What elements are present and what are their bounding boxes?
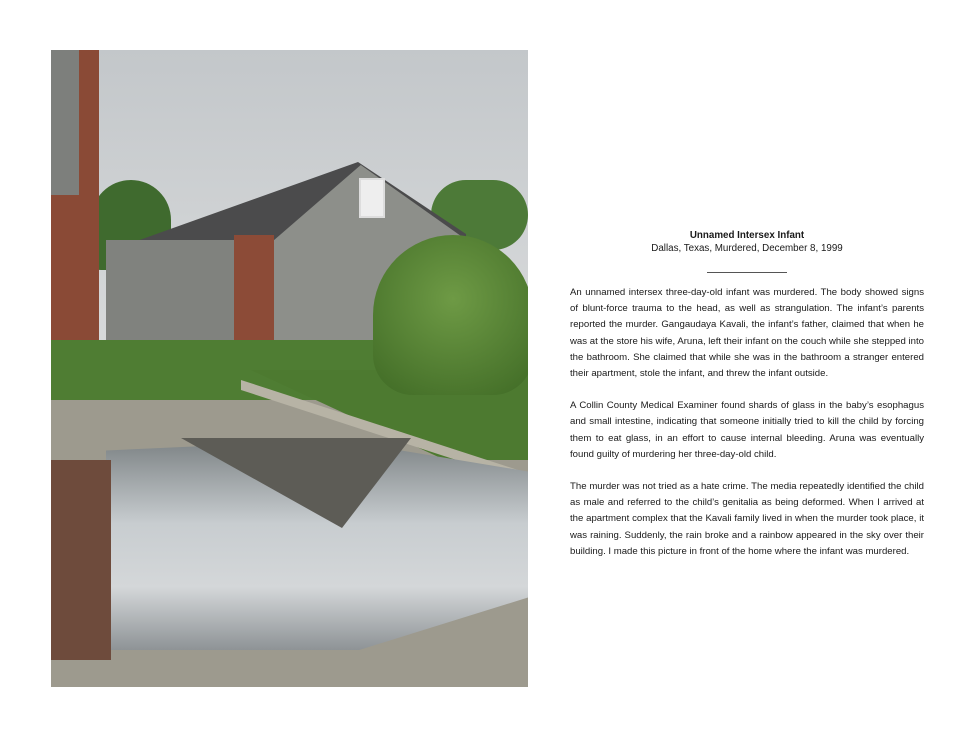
house-photo [51, 50, 528, 687]
paragraph: The murder was not tried as a hate crime. The media repeatedly identified the child as male and referred to the child’s genitalia as being deformed. When I arrived at the apartment complex that the Kavali family lived in when the murder took place, it was raining. Suddenly, the rain broke and a rainbow appeared in the sky over their building. I made this picture in front of the home where the infant was murdered. [570, 481, 924, 557]
divider [707, 272, 787, 273]
bush [373, 235, 528, 395]
entry-text [570, 229, 924, 576]
paragraph: A Collin County Medical Examiner found shards of glass in the baby’s esophagus and small intestine, indicating that someone initially tried to kill the child by forcing them to eat glass, in an effort to cause internal bleeding. Aruna was eventually found guilty of murdering her three-day-old child. [570, 400, 924, 460]
siding [51, 50, 79, 195]
entry-subtitle: Dallas, Texas, Murdered, December 8, 1999 [651, 243, 843, 254]
paragraph: An unnamed intersex three-day-old infant was murdered. The body showed signs of blunt-force trauma to the head, as well as strangulation. The infant’s parents reported the murder. Gangaudaya Kavali, the infant’s father, claimed that when he was at the store his wife, Aruna, left their infant on the couch while she stepped into the bathroom. She claimed that while she was in the bathroom a stranger entered their apartment, stole the infant, and threw the infant outside. [570, 287, 924, 380]
brick-pillar [234, 235, 274, 355]
puddle-reflection [51, 460, 111, 660]
entry-title: Unnamed Intersex Infant [689, 230, 805, 241]
vent [359, 178, 385, 218]
